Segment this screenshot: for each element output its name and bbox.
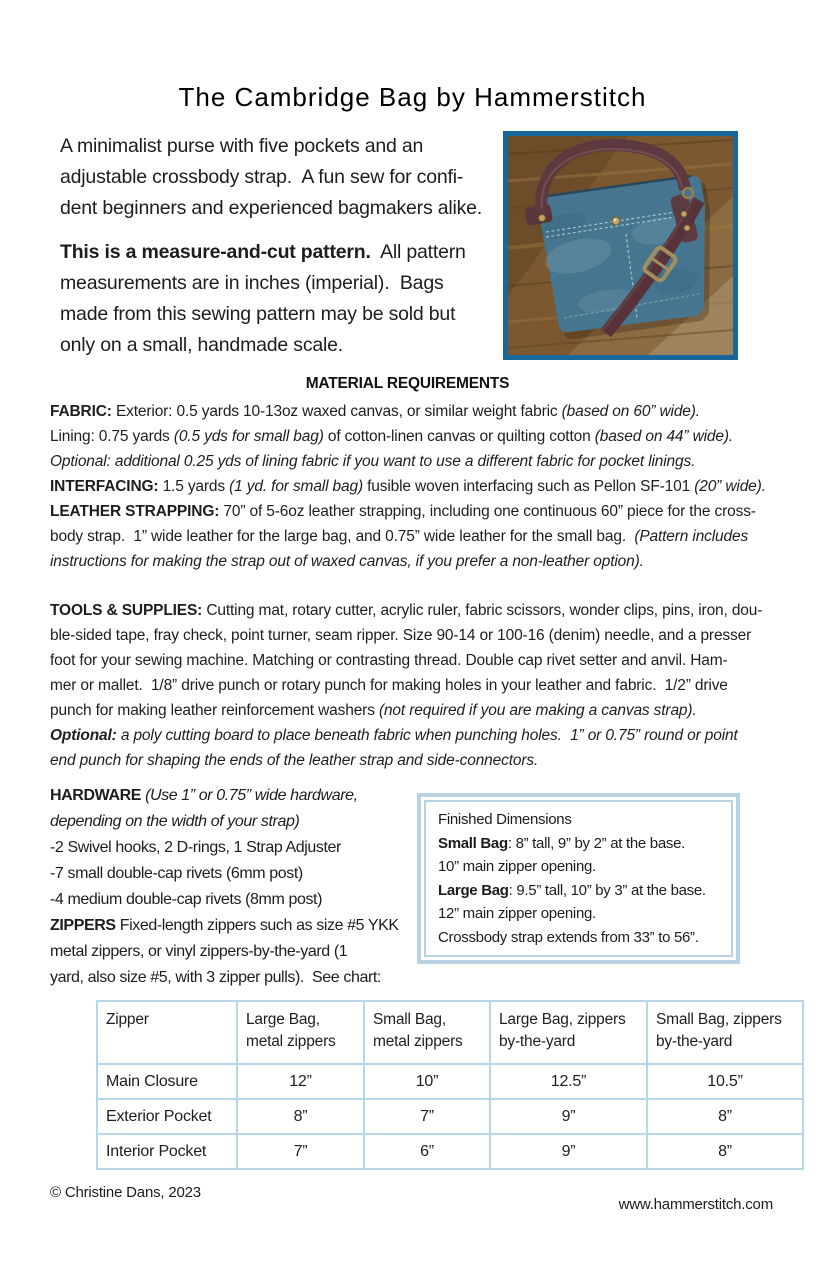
text-line [438,879,723,903]
text-run: : 9.5” tall, 10” by 3” at the base. [508,881,706,899]
text-run: All pattern [370,241,466,263]
text-run: This is a measure-and-cut pattern. [60,241,371,263]
table-header-cell [490,1001,647,1064]
text-line [438,855,723,879]
text-run: measurements are in inches (imperial). Bags [60,272,444,294]
text-run: end punch for shaping the ends of the leather strap and side-connectors. [50,752,539,769]
section-heading-material-requirements: MATERIAL REQUIREMENTS [305,375,510,392]
text-run: Lining: 0.75 yards [50,428,174,445]
text-run: only on a small, handmade scale. [60,334,344,356]
intro-paragraph-1 [60,131,505,224]
header-line: by-the-yard [499,1033,576,1050]
text-run: -4 medium double-cap rivets (8mm post) [50,891,323,908]
text-run: Finished Dimensions [438,811,572,828]
cell-value: 7” [364,1099,490,1134]
text-run: Crossbody strap extends from 33” to 56”. [438,928,699,946]
text-run: (Use 1” or 0.75” wide hardware, [145,787,358,804]
text-line [50,648,780,673]
text-run: Cutting mat, rotary cutter, acrylic ruler, fabric scissors, wonder clips, pins, iron, dou- [202,602,763,619]
page-title: The Cambridge Bag by Hammerstitch [178,82,647,112]
text-run: A minimalist purse with five pockets and an [60,135,424,157]
text-line [50,698,780,723]
text-line [50,424,780,449]
text-run: dent beginners and experienced bagmakers alike. [60,197,483,219]
text-run: (0.5 yds for small bag) [173,428,324,445]
text-line [60,237,505,268]
text-line [50,474,780,499]
row-label: Exterior Pocket [97,1099,237,1134]
header-line: metal zippers [373,1033,463,1050]
text-line [438,926,723,950]
text-run: 1.5 yards [158,478,230,495]
text-run: 70” of 5-6oz leather strapping, including one continuous 60” piece for the cross- [219,503,756,520]
cell-value: 10” [364,1064,490,1099]
text-line [60,193,505,224]
text-line [60,131,505,162]
text-line [60,268,505,299]
text-run: (based on 60” wide). [561,403,700,420]
text-line [50,598,780,623]
text-run: 12” main zipper opening. [438,905,596,922]
text-line [50,887,440,913]
text-run: FABRIC: [50,403,112,420]
text-run: punch for making leather reinforcement washers [50,702,379,719]
hardware-zippers-paragraph [50,783,440,991]
text-line [50,549,780,574]
footer-website: www.hammerstitch.com [618,1196,773,1213]
cell-value: 12.5” [490,1064,647,1099]
table-header-cell [647,1001,803,1064]
text-line [60,299,505,330]
cell-value: 9” [490,1099,647,1134]
table-header-row [97,1001,803,1064]
text-run: HARDWARE [50,787,146,804]
finished-dimensions-content [424,800,733,957]
text-run: : 8” tall, 9” by 2” at the base. [507,834,685,852]
text-run: yard, also size #5, with 3 zipper pulls). See chart: [50,969,381,986]
intro-paragraph-2 [60,237,505,361]
row-label: Interior Pocket [97,1134,237,1169]
text-line [50,673,780,698]
header-line: Large Bag, [246,1011,320,1028]
cell-value: 7” [237,1134,364,1169]
bag-photo-illustration [508,136,733,355]
text-run: instructions for making the strap out of waxed canvas, if you prefer a non-leather option). [50,553,644,570]
text-line [438,832,723,856]
header-line: by-the-yard [656,1033,733,1050]
text-run: -7 small double-cap rivets (6mm post) [50,865,303,882]
table-row [97,1134,803,1169]
text-run: foot for your sewing machine. Matching or contrasting thread. Double cap rivet setter and anvil. Ham- [50,652,728,669]
text-line [50,913,440,939]
text-run: 10” main zipper opening. [438,858,596,875]
cell-value: 8” [237,1099,364,1134]
text-run: mer or mallet. 1/8” drive punch or rotary punch for making holes in your leather and fabric. 1/2” drive [50,677,728,694]
zipper-size-table [96,1000,804,1170]
header-line: Small Bag, zippers [656,1011,782,1028]
cell-value: 8” [647,1099,803,1134]
text-line [60,162,505,193]
text-run: Optional: [50,727,117,744]
header-line: Large Bag, zippers [499,1011,626,1028]
text-line [438,902,723,926]
cell-value: 8” [647,1134,803,1169]
text-run: Exterior: 0.5 yards 10-13oz waxed canvas, or similar weight fabric [111,403,562,420]
header-line: Zipper [106,1011,149,1028]
text-run: ble-sided tape, fray check, point turner, seam ripper. Size 90-14 or 100-16 (denim) needle, and a presser [50,627,752,644]
text-run: a poly cutting board to place beneath fabric when punching holes. 1” or 0.75” round or point [116,727,738,744]
text-run: (based on 44” wide). [594,428,734,445]
text-run: fusible woven interfacing such as Pellon SF-101 [362,478,695,495]
text-run: (not required if you are making a canvas strap). [378,702,697,719]
text-line [50,861,440,887]
text-run: metal zippers, or vinyl zippers-by-the-yard (1 [50,943,348,960]
text-run: Small Bag [438,834,508,852]
text-run: -2 Swivel hooks, 2 D-rings, 1 Strap Adjuster [50,839,341,856]
table-row [97,1099,803,1134]
text-line [50,835,440,861]
row-label: Main Closure [97,1064,237,1099]
text-line [50,783,440,809]
text-run: Large Bag [438,881,509,899]
text-line [50,449,780,474]
text-line [50,809,440,835]
cell-value: 9” [490,1134,647,1169]
text-line [50,723,780,748]
cell-value: 10.5” [647,1064,803,1099]
finished-dimensions-box [417,793,740,964]
header-line: Small Bag, [373,1011,446,1028]
table-row [97,1064,803,1099]
text-run: (1 yd. for small bag) [229,478,363,495]
header-line: metal zippers [246,1033,336,1050]
text-run: (Pattern includes [634,528,749,545]
materials-paragraph [50,399,780,574]
footer-copyright: © Christine Dans, 2023 [50,1184,201,1201]
text-run: (20” wide). [694,478,766,495]
text-run: Optional: additional 0.25 yds of lining fabric if you want to use a different fabric for pocket linings. [50,453,696,470]
intro-section [60,131,505,361]
text-run: TOOLS & SUPPLIES: [50,602,203,619]
text-run: adjustable crossbody strap. A fun sew for confi- [60,166,464,188]
text-line [50,623,780,648]
text-line [50,965,440,991]
tools-supplies-paragraph [50,598,780,773]
table-header-cell [364,1001,490,1064]
text-run: LEATHER STRAPPING: [50,503,220,520]
text-line [50,939,440,965]
text-line [50,524,780,549]
text-run: body strap. 1” wide leather for the large bag, and 0.75” wide leather for the small bag. [50,528,635,545]
text-line [50,748,780,773]
table-header-cell [97,1001,237,1064]
bag-photo [503,131,738,360]
text-run: of cotton-linen canvas or quilting cotton [323,428,595,445]
table-header-cell [237,1001,364,1064]
text-run: made from this sewing pattern may be sold but [60,303,456,325]
cell-value: 6” [364,1134,490,1169]
text-line [60,330,505,361]
text-run: depending on the width of your strap) [50,813,300,830]
text-line [50,399,780,424]
text-run: INTERFACING: [50,478,159,495]
text-run: Fixed-length zippers such as size #5 YKK [115,917,399,934]
text-line [50,499,780,524]
text-line [438,808,723,832]
cell-value: 12” [237,1064,364,1099]
text-run: ZIPPERS [50,917,116,934]
